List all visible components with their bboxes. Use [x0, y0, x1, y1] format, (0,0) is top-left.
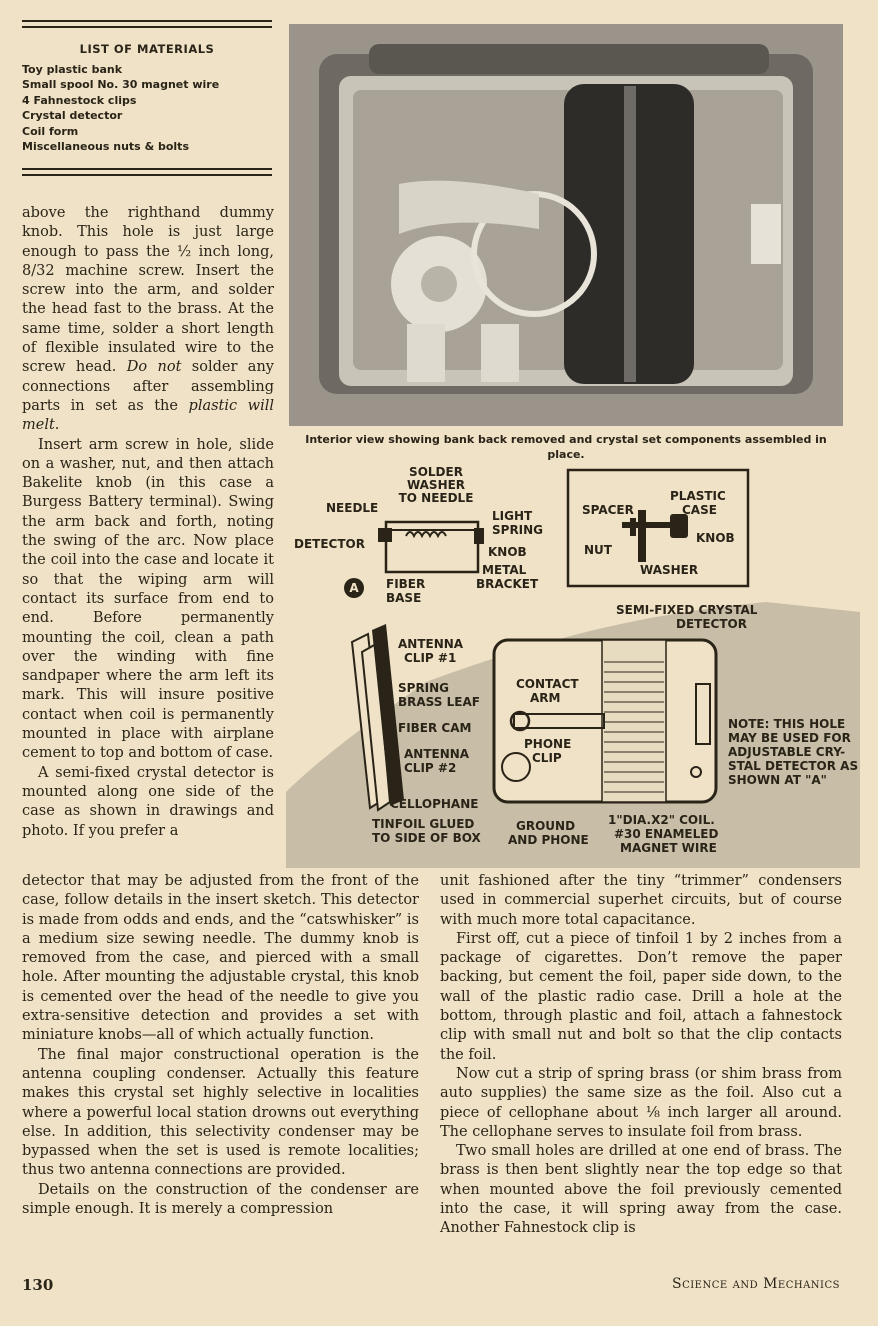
materials-item: Crystal detector: [22, 109, 123, 122]
paragraph: The final major constructional operation is the antenna coupling condenser. Actually this feature makes this crystal set highly selective in localities where a powerful local station drowns out everything else. In addition, this selectivity condenser may be bypassed when the set is used is remote localities; thus two antenna connections are provided.: [22, 1046, 419, 1179]
paragraph: detector that may be adjusted from the front of the case, follow details in the insert sketch. This detector is made from odds and ends, and the “catswhisker” is a medium size sewing needle. The dummy knob is removed from the case, and pierced with a small hole. After mounting the adjustable crystal, this knob is cemented over the head of the needle to give you extra-sensitive detection and provides a set with miniature knobs—all of which actually function.: [22, 873, 419, 1044]
label-note-1: NOTE: THIS HOLE: [728, 717, 846, 731]
bottom-left-column: [22, 872, 419, 1219]
paragraph: Two small holes are drilled at one end of brass. The brass is then bent slightly near the top edge so that when mounted above the foil previously cemented into the case, it will spring away from the case. Another Fahnestock clip is: [440, 1143, 842, 1237]
label-case: CASE: [682, 503, 717, 517]
label-to-needle: TO NEEDLE: [398, 491, 474, 505]
emphasis: Do not: [126, 359, 182, 376]
paragraph: Insert arm screw in hole, slide on a washer, nut, and then attach Bakelite knob (in this case a Burgess Battery terminal). Swing the arm back and forth, noting the swing of the arc. Now place the coil into the case and locate it so that the wiping arm will contact its surface from end to end. Before permanently mounting the coil, clean a path over the winding with fine sandpaper where the arm left its mark. This will insure positive contact when coil is permanently mounted in place with airplane cement to top and bottom of case.: [22, 436, 274, 762]
emphasis: plastic will melt.: [22, 397, 274, 434]
label-coil-2: #30 ENAMELED: [614, 827, 719, 841]
label-fiber-cam: FIBER CAM: [398, 721, 472, 735]
label-clip-2: CLIP #2: [404, 761, 457, 775]
label-washer: WASHER: [406, 478, 466, 492]
label-fiber: FIBER: [386, 577, 426, 591]
top-rule: [22, 20, 272, 22]
label-detector: DETECTOR: [294, 537, 365, 551]
label-and-phone: AND PHONE: [508, 833, 589, 847]
label-clip-1: CLIP #1: [404, 651, 457, 665]
page-number: 130: [22, 1276, 54, 1294]
interior-photo: [289, 24, 843, 426]
label-coil-3: MAGNET WIRE: [620, 841, 717, 855]
label-cellophane: CELLOPHANE: [390, 797, 479, 811]
materials-rule: [22, 168, 272, 170]
label-knob: KNOB: [488, 545, 527, 559]
materials-rule-2: [22, 174, 272, 176]
label-antenna-2: ANTENNA: [404, 747, 470, 761]
label-ground: GROUND: [516, 819, 576, 833]
label-contact: CONTACT: [516, 677, 579, 691]
marker-a: A: [349, 581, 359, 595]
label-note-2: MAY BE USED FOR: [728, 731, 851, 745]
paragraph: First off, cut a piece of tinfoil 1 by 2 inches from a package of cigarettes. Don’t remove the paper backing, but cement the foil, paper side down, to the wall of the plastic radio case. Drill a hole at the bottom, through plastic and foil, attach a fahnestock clip with small nut and bolt so that the clip contacts the foil.: [440, 930, 842, 1063]
text-run: above the righthand dummy knob. This hole is just large enough to pass the ½ inch long, 8/32 machine screw. Insert the screw into the arm, and solder the head fast to the brass. At the same time, solder a short length of flexible insulated wire to the screw head.: [22, 205, 274, 376]
materials-item: Coil form: [22, 124, 79, 138]
label-phone: PHONE: [524, 737, 572, 751]
label-plastic: PLASTIC: [670, 489, 726, 503]
materials-item: Toy plastic bank: [22, 62, 123, 76]
photo-caption: Interior view showing bank back removed and crystal set components assembled in place.: [305, 433, 827, 461]
bottom-right-column: [440, 872, 842, 1239]
label-side-of-box: TO SIDE OF BOX: [372, 831, 481, 845]
construction-diagram: [286, 462, 860, 868]
paragraph: [22, 204, 274, 436]
left-column: [22, 204, 274, 841]
label-antenna-1: ANTENNA: [398, 637, 464, 651]
label-light: LIGHT: [492, 509, 533, 523]
label-spring: SPRING: [492, 523, 544, 537]
label-note-3: ADJUSTABLE CRY-: [728, 745, 846, 759]
label-metal: METAL: [482, 563, 527, 577]
label-clip: CLIP: [532, 751, 562, 765]
paragraph: A semi-fixed crystal detector is mounted along one side of the case as shown in drawings and photo. If you prefer a: [22, 764, 274, 839]
label-semi-fixed-detector: DETECTOR: [676, 617, 747, 631]
materials-item: Miscellaneous nuts & bolts: [22, 140, 189, 153]
label-tinfoil: TINFOIL GLUED: [372, 817, 475, 831]
top-rule-2: [22, 26, 272, 28]
label-solder: SOLDER: [409, 465, 463, 479]
label-semi-fixed: SEMI-FIXED CRYSTAL: [616, 603, 758, 617]
label-brass-leaf: BRASS LEAF: [398, 695, 480, 709]
label-washer-insert: WASHER: [640, 563, 699, 577]
label-spring-leaf: SPRING: [398, 681, 450, 695]
label-base: BASE: [386, 591, 422, 605]
label-bracket: BRACKET: [476, 577, 539, 591]
magazine-name: Science and Mechanics: [671, 1276, 840, 1292]
label-nut: NUT: [584, 543, 612, 557]
label-note-4: STAL DETECTOR AS: [728, 759, 859, 773]
photo-illustration: [289, 24, 843, 426]
materials-title: LIST OF MATERIALS: [79, 42, 215, 56]
paragraph: Details on the construction of the condenser are simple enough. It is merely a compression: [22, 1181, 419, 1218]
label-note-5: SHOWN AT "A": [728, 773, 827, 787]
label-coil-1: 1"DIA.X2" COIL.: [608, 813, 715, 827]
label-insert-knob: KNOB: [696, 531, 735, 545]
paragraph: unit fashioned after the tiny “trimmer” condensers used in commercial superhet circuits, but of course with much more total capacitance.: [440, 873, 842, 928]
text-run: solder any connections after assembling parts in set as the: [22, 359, 274, 414]
materials-box: [22, 42, 272, 155]
label-arm: ARM: [530, 691, 561, 705]
materials-item: 4 Fahnestock clips: [22, 93, 137, 107]
label-spacer: SPACER: [582, 503, 634, 517]
paragraph: Now cut a strip of spring brass (or shim brass from auto supplies) the same size as the foil. Also cut a piece of cellophane about ⅛ inch larger all around. The cellophane serves to insulate foil from brass.: [440, 1065, 842, 1140]
label-needle: NEEDLE: [326, 501, 379, 515]
materials-item: Small spool No. 30 magnet wire: [22, 78, 220, 91]
